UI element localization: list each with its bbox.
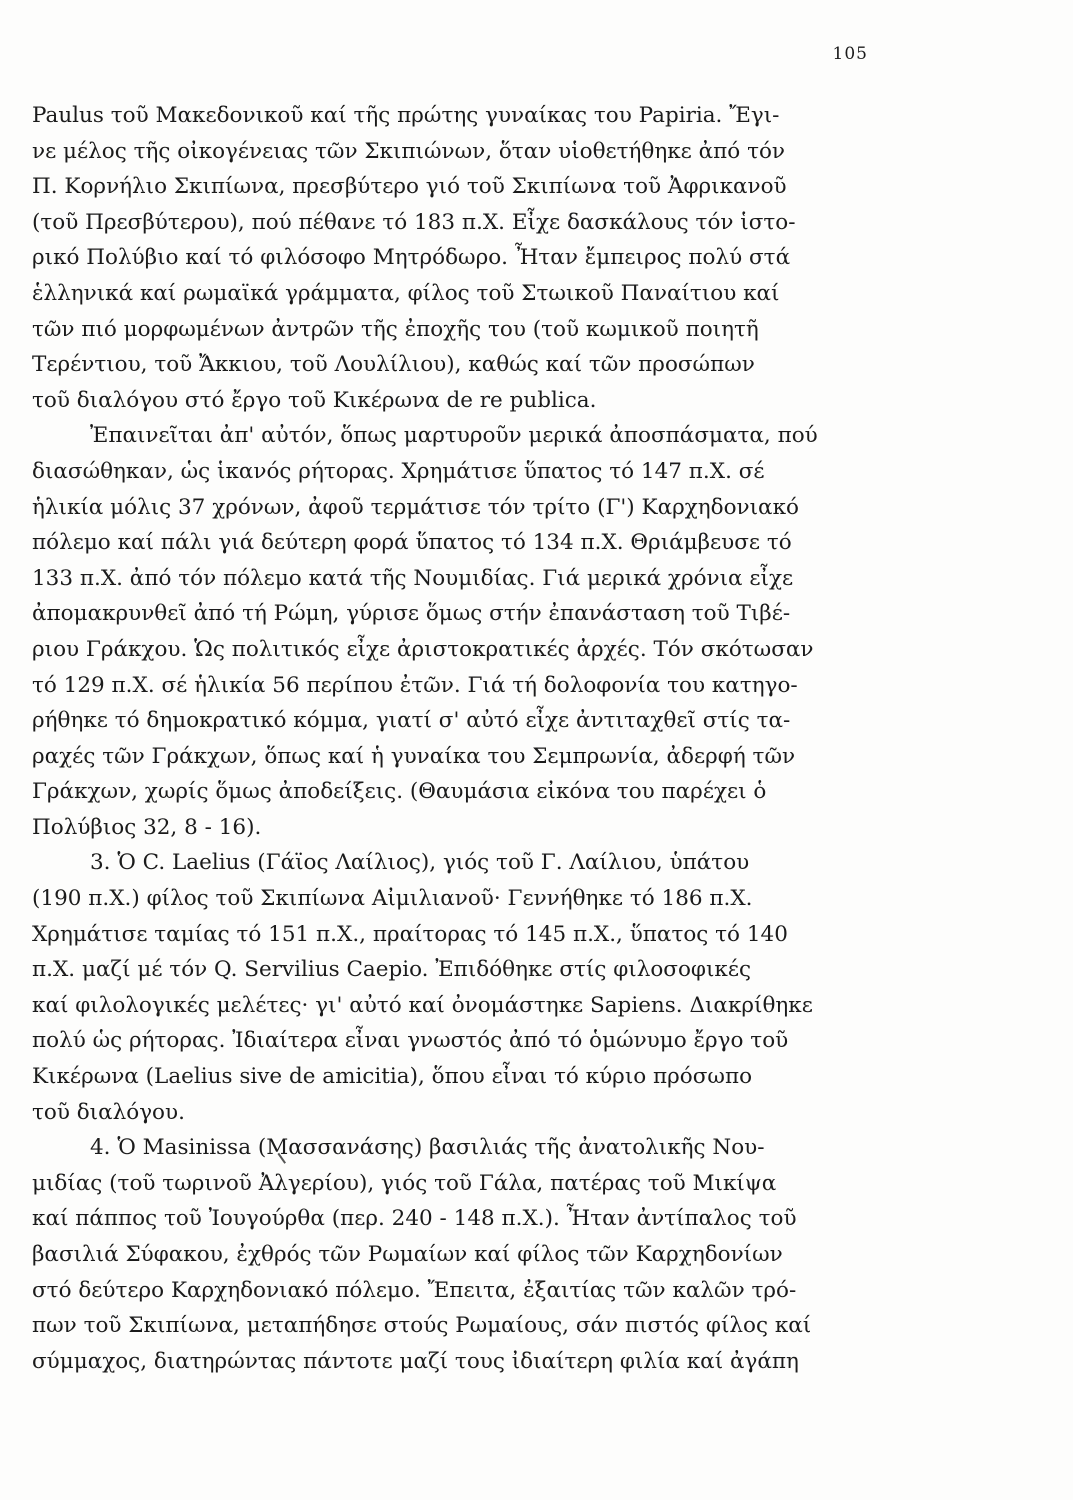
- text-line: σύμμαχος, διατηρώντας πάντοτε μαζί τους ἰδιαίτερη φιλία καί ἀγάπη: [32, 1348, 799, 1374]
- text-line: Κικέρωνα (Laelius sive de amicitia), ὅπου εἶναι τό κύριο πρόσωπο: [32, 1064, 753, 1090]
- text-line: διασώθηκαν, ὡς ἱκανός ρήτορας. Χρημάτισε ὕπατος τό 147 π.Χ. σέ: [32, 458, 765, 484]
- text-line: ριου Γράκχου. Ὡς πολιτικός εἶχε ἀριστοκρατικές ἀρχές. Τόν σκότωσαν: [32, 636, 814, 662]
- text-line: π.Χ. μαζί μέ τόν Q. Servilius Caepio. Ἐπιδόθηκε στίς φιλοσοφικές: [32, 957, 752, 983]
- text-line: πων τοῦ Σκιπίωνα, μεταπήδησε στούς Ρωμαίους, σάν πιστός φίλος καί: [32, 1313, 812, 1339]
- note-4-start-line: 4. Ὁ Masinissa (Μασσανάσης) βασιλιάς τῆς ἀνατολικῆς Νου-: [90, 1135, 765, 1161]
- text-line: στό δεύτερο Καρχηδονιακό πόλεμο. Ἔπειτα, ἐξαιτίας τῶν καλῶν τρό-: [32, 1277, 797, 1303]
- text-line: νε μέλος τῆς οἰκογένειας τῶν Σκιπιώνων, ὅταν υἱοθετήθηκε ἀπό τόν: [32, 138, 785, 164]
- body-text: [32, 98, 892, 1379]
- text-line: ἑλληνικά καί ρωμαϊκά γράμματα, φίλος τοῦ Στωικοῦ Παναίτιου καί: [32, 280, 780, 306]
- text-line: ἡλικία μόλις 37 χρόνων, ἀφοῦ τερμάτισε τόν τρίτο (Γ') Καρχηδονιακό: [32, 494, 799, 520]
- text-line: ρικό Πολύβιο καί τό φιλόσοφο Μητρόδωρο. Ἦταν ἔμπειρος πολύ στά: [32, 245, 791, 271]
- text-line: πόλεμο καί πάλι γιά δεύτερη φορά ὕπατος τό 134 π.Χ. Θριάμβευσε τό: [32, 530, 792, 556]
- text-line: Πολύβιος 32, 8 - 16).: [32, 814, 262, 840]
- paragraph-start-line: Ἐπαινεῖται ἀπ' αὐτόν, ὅπως μαρτυροῦν μερικά ἀποσπάσματα, πού: [90, 423, 818, 449]
- note-3-start-line: 3. Ὁ C. Laelius (Γάϊος Λαίλιος), γιός τοῦ Γ. Λαίλιου, ὑπάτου: [90, 850, 750, 876]
- text-line: Paulus τοῦ Μακεδονικοῦ καί τῆς πρώτης γυναίκας του Papiria. Ἔγι-: [32, 103, 780, 128]
- text-line: βασιλιά Σύφακου, ἐχθρός τῶν Ρωμαίων καί φίλος τῶν Καρχηδονίων: [32, 1242, 783, 1267]
- text-line: Τερέντιου, τοῦ Ἄκκιου, τοῦ Λουλίλιου), καθώς καί τῶν προσώπων: [32, 352, 755, 378]
- text-line: ρήθηκε τό δημοκρατικό κόμμα, γιατί σ' αὐτό εἶχε ἀντιταχθεῖ στίς τα-: [32, 708, 791, 734]
- text-line: Γράκχων, χωρίς ὅμως ἀποδείξεις. (Θαυμάσια εἰκόνα του παρέχει ὁ: [32, 779, 767, 805]
- text-line: καί φιλολογικές μελέτες· γι' αὐτό καί ὀνομάστηκε Sapiens. Διακρίθηκε: [32, 992, 813, 1018]
- text-line: μιδίας (τοῦ τωρινοῦ Ἀλγερίου), γιός τοῦ Γάλα, πατέρας τοῦ Μικίψα: [32, 1170, 777, 1196]
- text-line: ραχές τῶν Γράκχων, ὅπως καί ἡ γυναίκα του Σεμπρωνία, ἀδερφή τῶν: [32, 743, 796, 769]
- text-line: πολύ ὡς ρήτορας. Ἰδιαίτερα εἶναι γνωστός ἀπό τό ὁμώνυμο ἔργο τοῦ: [32, 1028, 789, 1054]
- text-line: τό 129 π.Χ. σέ ἡλικία 56 περίπου ἐτῶν. Γιά τή δολοφονία του κατηγο-: [32, 672, 798, 698]
- text-line: 133 π.Χ. ἀπό τόν πόλεμο κατά τῆς Νουμιδίας. Γιά μερικά χρόνια εἶχε: [32, 565, 794, 591]
- page-number: 105: [832, 44, 868, 64]
- text-line: Χρημάτισε ταμίας τό 151 π.Χ., πραίτορας τό 145 π.Χ., ὕπατος τό 140: [32, 921, 788, 947]
- text-line: τῶν πιό μορφωμένων ἀντρῶν τῆς ἐποχῆς του (τοῦ κωμικοῦ ποιητῆ: [32, 316, 759, 342]
- text-line: Π. Κορνήλιο Σκιπίωνα, πρεσβύτερο γιό τοῦ Σκιπίωνα τοῦ Ἀφρικανοῦ: [32, 174, 787, 200]
- text-line: (190 π.Χ.) φίλος τοῦ Σκιπίωνα Αἰμιλιανοῦ· Γεννήθηκε τό 186 π.Χ.: [32, 886, 753, 912]
- text-line: τοῦ διαλόγου.: [32, 1099, 185, 1125]
- text-line: (τοῦ Πρεσβύτερου), πού πέθανε τό 183 π.Χ. Εἶχε δασκάλους τόν ἱστο-: [32, 209, 796, 235]
- text-line: καί πάππος τοῦ Ἰουγούρθα (περ. 240 - 148 π.Χ.). Ἦταν ἀντίπαλος τοῦ: [32, 1206, 797, 1232]
- text-line: τοῦ διαλόγου στό ἔργο τοῦ Κικέρωνα de re publica.: [32, 387, 597, 413]
- text-line: ἀπομακρυνθεῖ ἀπό τή Ρώμη, γύρισε ὅμως στήν ἐπανάσταση τοῦ Τιβέ-: [32, 601, 791, 627]
